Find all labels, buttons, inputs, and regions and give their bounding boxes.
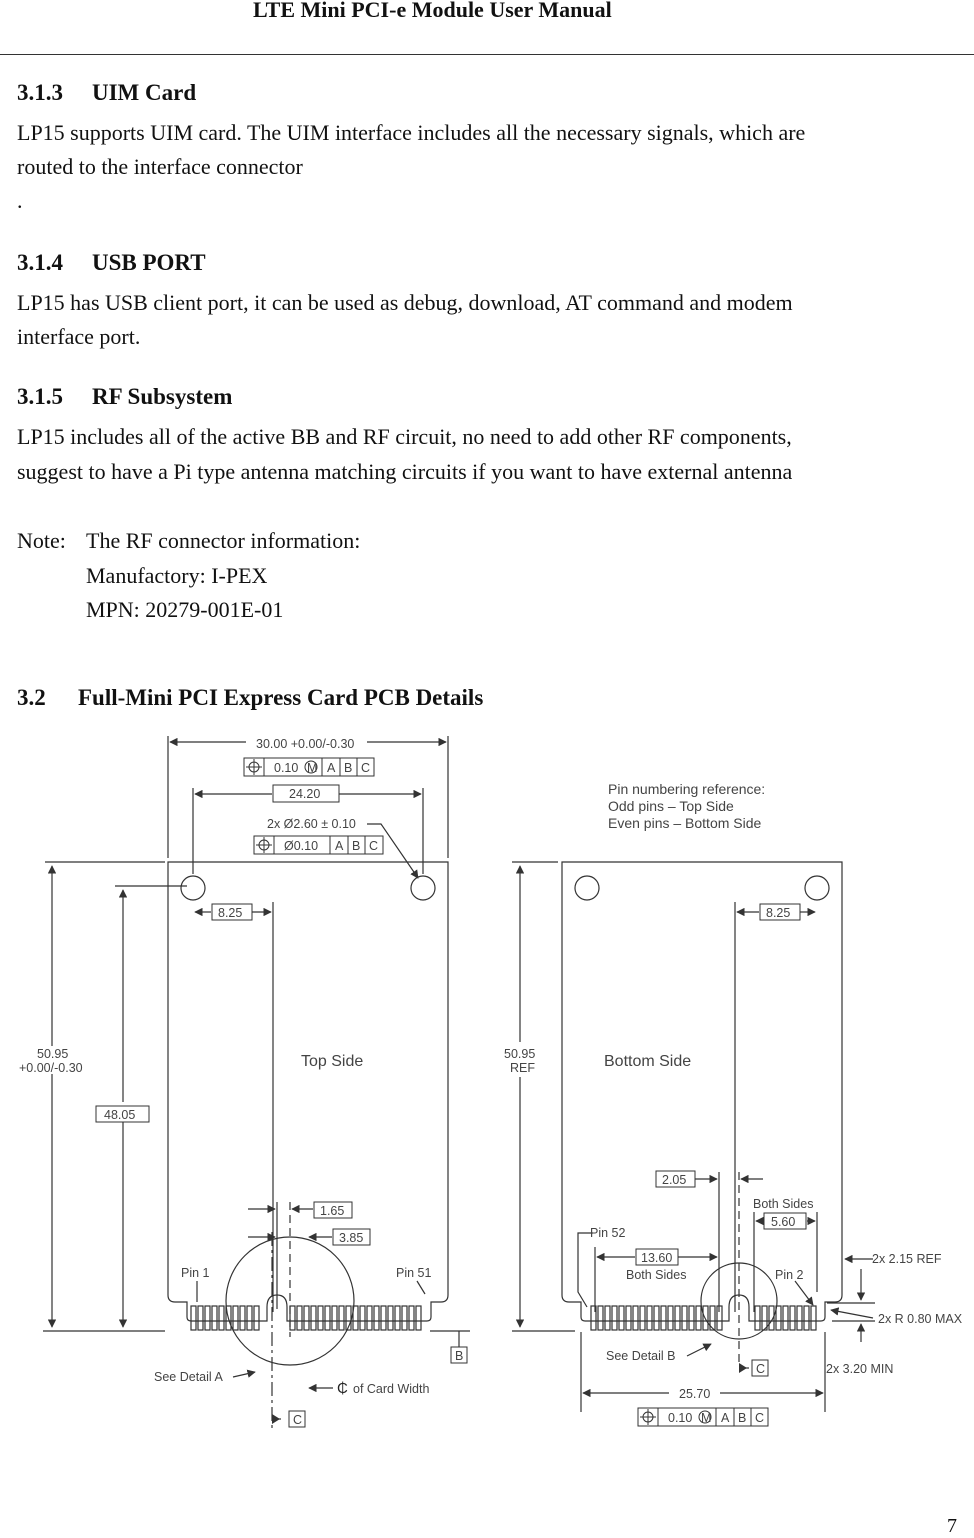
top-card-outline <box>168 862 448 1321</box>
edge-contacts <box>755 1306 816 1330</box>
dim-825: 8.25 <box>766 906 791 920</box>
paragraph-line: suggest to have a Pi type antenna matching circuits if you want to have external antenna <box>17 459 793 484</box>
dim-560: 5.60 <box>771 1215 796 1229</box>
dim-ref-label: REF <box>510 1061 535 1075</box>
detail-a-label: See Detail A <box>154 1370 223 1384</box>
fcf-datum: C <box>369 839 379 853</box>
dim-165: 1.65 <box>320 1204 345 1218</box>
fcf-datum: A <box>327 761 336 775</box>
datum-c: C <box>756 1362 766 1376</box>
paragraph-line: . <box>17 188 23 213</box>
paragraph-line: LP15 includes all of the active BB and RF circuit, no need to add other RF components, <box>17 424 792 449</box>
pin-ref-odd: Odd pins – Top Side <box>608 798 734 814</box>
pcb-drawing-figure <box>15 732 968 1438</box>
pcb-drawing <box>15 732 968 1438</box>
section-title: USB PORT <box>92 250 206 275</box>
page-header <box>0 0 974 55</box>
dim-385: 3.85 <box>339 1231 364 1245</box>
datum-b: B <box>455 1349 464 1363</box>
section-title: RF Subsystem <box>92 384 233 409</box>
fcf-modifier: M <box>701 1411 712 1425</box>
dim-ref: 50.95 <box>504 1047 536 1061</box>
dim-height-tolerance: +0.00/-0.30 <box>19 1061 83 1075</box>
dim-4805: 48.05 <box>104 1108 136 1122</box>
paragraph-line: LP15 supports UIM card. The UIM interface includes all the necessary signals, which are <box>17 120 806 145</box>
pin-ref-heading: Pin numbering reference: <box>608 781 766 797</box>
mounting-hole <box>411 876 435 900</box>
paragraph-line: interface port. <box>17 324 141 349</box>
section-number: 3.1.4 <box>17 250 63 275</box>
fcf-value: Ø0.10 <box>284 839 319 853</box>
edge-contacts <box>290 1306 421 1330</box>
bottom-card-outline <box>562 862 842 1321</box>
fcf-datum: B <box>344 761 353 775</box>
fcf-value: 0.10 <box>274 761 299 775</box>
fcf-datum: C <box>755 1411 765 1425</box>
section-heading-uim <box>17 80 196 106</box>
dim-height: 50.95 <box>37 1047 69 1061</box>
section-heading-rf <box>17 384 232 410</box>
hole-note: 2x Ø2.60 ± 0.10 <box>267 817 356 831</box>
mounting-hole <box>575 876 599 900</box>
both-sides-label: Both Sides <box>753 1197 814 1211</box>
mounting-hole <box>181 876 205 900</box>
dim-205: 2.05 <box>662 1173 687 1187</box>
section-title: UIM Card <box>92 80 197 105</box>
detail-b-label: See Detail B <box>606 1349 676 1363</box>
edge-contacts <box>191 1306 259 1330</box>
note-line: The RF connector information: <box>86 528 361 553</box>
section-title: Full-Mini PCI Express Card PCB Details <box>78 685 484 710</box>
pin-ref-even: Even pins – Bottom Side <box>608 815 762 831</box>
section-number: 3.2 <box>17 685 46 710</box>
section-number: 3.1.3 <box>17 80 63 105</box>
pin51-label: Pin 51 <box>396 1266 432 1280</box>
top-side-label: Top Side <box>301 1053 364 1070</box>
paragraph-line: LP15 has USB client port, it can be used as debug, download, AT command and modem <box>17 290 793 315</box>
fcf-value: 0.10 <box>668 1411 693 1425</box>
dim-r080: 2x R 0.80 MAX <box>878 1312 963 1326</box>
both-sides-label: Both Sides <box>626 1268 687 1282</box>
fcf-datum: A <box>335 839 344 853</box>
fcf-datum: A <box>721 1411 730 1425</box>
section-heading-pcb <box>17 685 483 711</box>
dim-width: 30.00 +0.00/-0.30 <box>256 737 355 751</box>
paragraph-line: routed to the interface connector <box>17 154 303 179</box>
note-line: Manufactory: I-PEX <box>86 563 268 588</box>
fcf-modifier: M <box>307 761 318 775</box>
card-width-label: of Card Width <box>353 1382 430 1396</box>
note-line: MPN: 20279-001E-01 <box>86 597 284 622</box>
bottom-side-label: Bottom Side <box>604 1053 692 1070</box>
pin1-label: Pin 1 <box>181 1266 210 1280</box>
page-number: 7 <box>947 1515 957 1537</box>
dim-holes: 24.20 <box>289 787 321 801</box>
note-label: Note: <box>17 528 66 553</box>
datum-c: C <box>293 1413 303 1427</box>
dim-215-ref: 2x 2.15 REF <box>872 1252 942 1266</box>
mounting-hole <box>805 876 829 900</box>
header-title: LTE Mini PCI-e Module User Manual <box>253 0 612 22</box>
section-number: 3.1.5 <box>17 384 63 409</box>
centerline-symbol: ₵ <box>337 1380 348 1397</box>
dim-320-min: 2x 3.20 MIN <box>826 1362 894 1376</box>
fcf-datum: C <box>361 761 371 775</box>
section-heading-usb <box>17 250 206 276</box>
pin2-label: Pin 2 <box>775 1268 804 1282</box>
pin52-label: Pin 52 <box>590 1226 626 1240</box>
dim-1360: 13.60 <box>641 1251 673 1265</box>
dim-825: 8.25 <box>218 906 243 920</box>
dim-2570: 25.70 <box>679 1387 711 1401</box>
detail-b-circle <box>701 1263 777 1339</box>
fcf-datum: B <box>352 839 361 853</box>
fcf-datum: B <box>738 1411 747 1425</box>
